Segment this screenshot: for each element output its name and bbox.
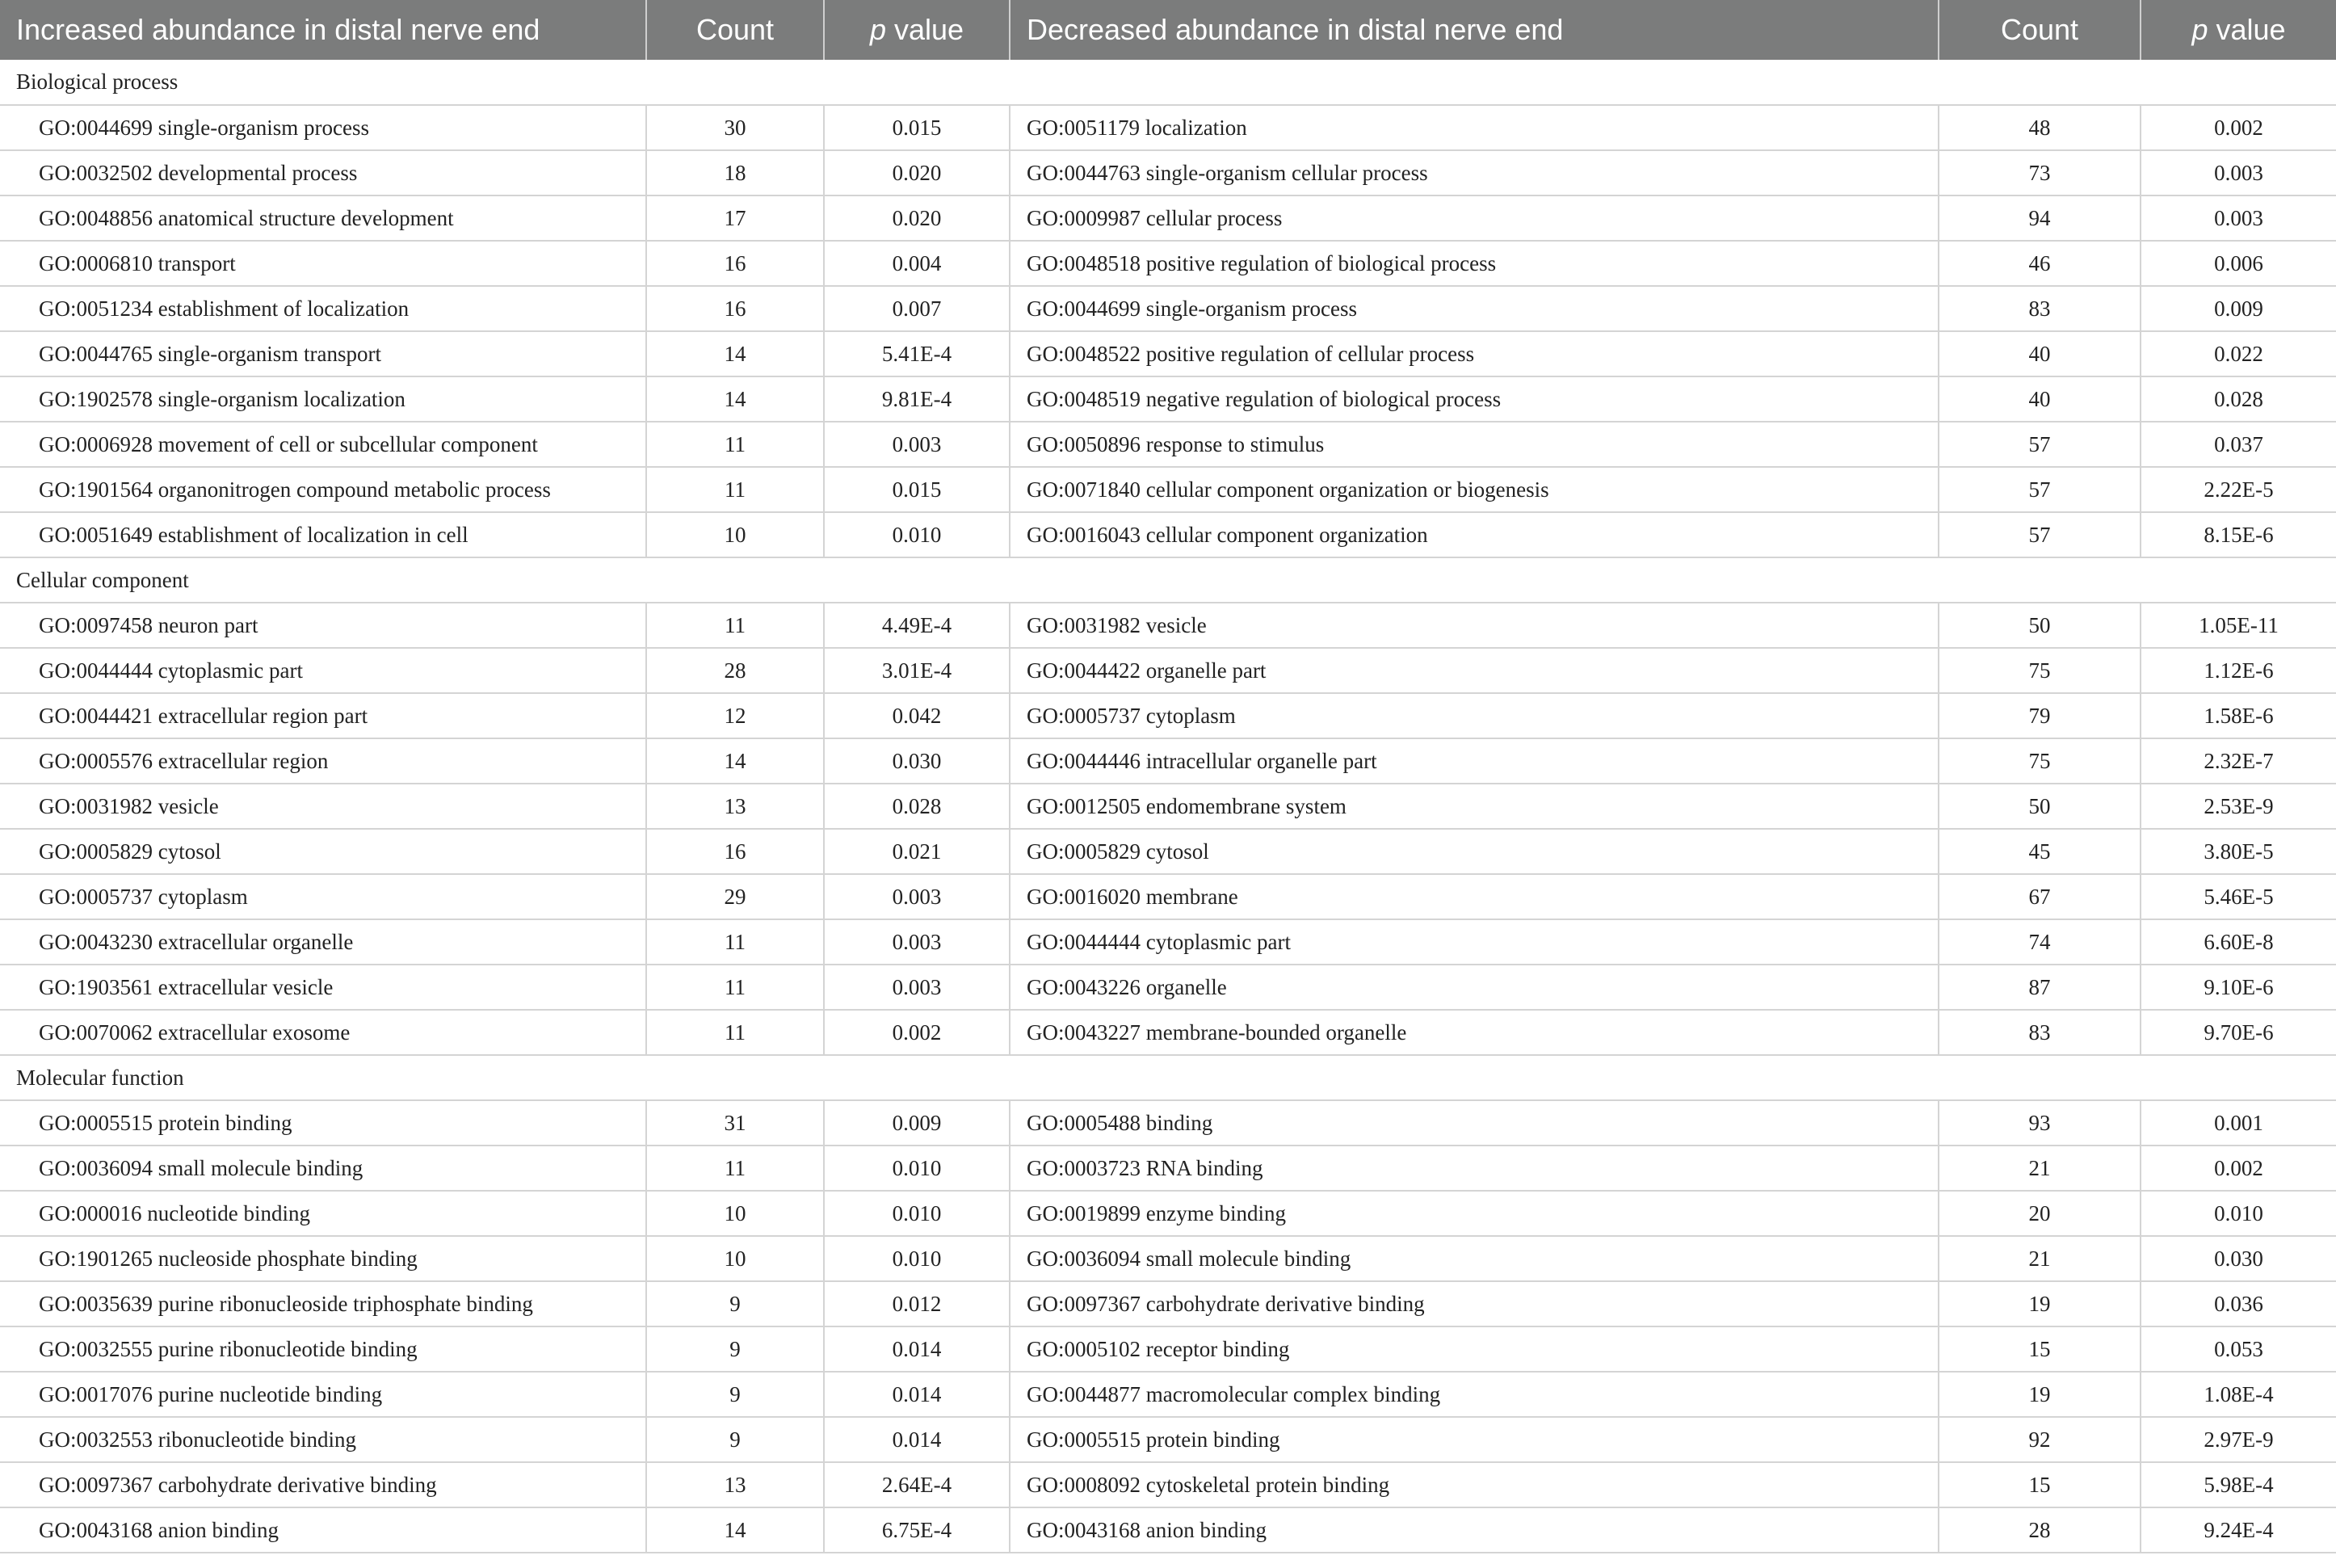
increased-pvalue: 2.64E-4 [824, 1462, 1010, 1507]
decreased-term: GO:0008092 cytoskeletal protein binding [1010, 1462, 1939, 1507]
increased-pvalue: 0.010 [824, 1146, 1010, 1191]
decreased-term: GO:0019899 enzyme binding [1010, 1191, 1939, 1236]
increased-term: GO:0005829 cytosol [0, 829, 646, 874]
increased-count: 29 [646, 874, 824, 919]
decreased-pvalue: 0.009 [2141, 286, 2336, 331]
decreased-term: GO:0043168 anion binding [1010, 1507, 1939, 1553]
header-count-decreased: Count [1939, 0, 2141, 60]
decreased-pvalue: 2.97E-9 [2141, 1417, 2336, 1462]
decreased-pvalue: 6.60E-8 [2141, 919, 2336, 965]
decreased-term: GO:0044444 cytoplasmic part [1010, 919, 1939, 965]
decreased-term: GO:0012505 endomembrane system [1010, 784, 1939, 829]
decreased-pvalue: 3.80E-5 [2141, 829, 2336, 874]
table-row [0, 1462, 2336, 1507]
header-increased: Increased abundance in distal nerve end [0, 0, 646, 60]
increased-pvalue: 0.007 [824, 286, 1010, 331]
section-title: Biological process [0, 60, 2336, 105]
increased-count: 13 [646, 784, 824, 829]
decreased-pvalue: 5.46E-5 [2141, 874, 2336, 919]
increased-term: GO:1901564 organonitrogen compound metabolic process [0, 467, 646, 512]
p-letter: p [2191, 13, 2208, 46]
decreased-count: 19 [1939, 1372, 2141, 1417]
increased-term: GO:0017076 purine nucleotide binding [0, 1372, 646, 1417]
table-row [0, 784, 2336, 829]
decreased-count: 48 [1939, 105, 2141, 150]
decreased-term: GO:0031982 vesicle [1010, 603, 1939, 648]
table-row [0, 512, 2336, 557]
increased-term: GO:0005576 extracellular region [0, 738, 646, 784]
increased-term: GO:1903561 extracellular vesicle [0, 965, 646, 1010]
increased-count: 9 [646, 1372, 824, 1417]
decreased-count: 20 [1939, 1191, 2141, 1236]
decreased-count: 21 [1939, 1146, 2141, 1191]
table-row [0, 919, 2336, 965]
decreased-count: 73 [1939, 150, 2141, 195]
increased-pvalue: 0.003 [824, 919, 1010, 965]
increased-term: GO:0051234 establishment of localization [0, 286, 646, 331]
decreased-pvalue: 8.15E-6 [2141, 512, 2336, 557]
section-title: Molecular function [0, 1055, 2336, 1100]
decreased-count: 21 [1939, 1236, 2141, 1281]
decreased-term: GO:0016020 membrane [1010, 874, 1939, 919]
decreased-count: 67 [1939, 874, 2141, 919]
decreased-count: 50 [1939, 784, 2141, 829]
decreased-pvalue: 1.05E-11 [2141, 603, 2336, 648]
table-row [0, 1326, 2336, 1372]
decreased-pvalue: 5.98E-4 [2141, 1462, 2336, 1507]
section-row [0, 1055, 2336, 1100]
increased-count: 10 [646, 1236, 824, 1281]
increased-term: GO:0043168 anion binding [0, 1507, 646, 1553]
increased-count: 18 [646, 150, 824, 195]
table-row [0, 422, 2336, 467]
increased-pvalue: 0.020 [824, 195, 1010, 241]
decreased-term: GO:0044422 organelle part [1010, 648, 1939, 693]
increased-pvalue: 5.41E-4 [824, 331, 1010, 376]
decreased-pvalue: 0.037 [2141, 422, 2336, 467]
decreased-pvalue: 1.08E-4 [2141, 1372, 2336, 1417]
decreased-pvalue: 0.006 [2141, 241, 2336, 286]
decreased-pvalue: 9.10E-6 [2141, 965, 2336, 1010]
decreased-pvalue: 0.028 [2141, 376, 2336, 422]
decreased-pvalue: 0.053 [2141, 1326, 2336, 1372]
increased-count: 14 [646, 738, 824, 784]
decreased-term: GO:0016043 cellular component organization [1010, 512, 1939, 557]
decreased-count: 45 [1939, 829, 2141, 874]
value-label: value [885, 13, 964, 46]
increased-term: GO:1902578 single-organism localization [0, 376, 646, 422]
increased-count: 9 [646, 1281, 824, 1326]
increased-term: GO:0044765 single-organism transport [0, 331, 646, 376]
increased-pvalue: 3.01E-4 [824, 648, 1010, 693]
header-count-increased: Count [646, 0, 824, 60]
increased-term: GO:0006928 movement of cell or subcellular component [0, 422, 646, 467]
decreased-term: GO:0036094 small molecule binding [1010, 1236, 1939, 1281]
header-pvalue-increased [824, 0, 1010, 60]
decreased-pvalue: 0.002 [2141, 105, 2336, 150]
increased-count: 14 [646, 331, 824, 376]
increased-term: GO:0005737 cytoplasm [0, 874, 646, 919]
increased-pvalue: 0.009 [824, 1100, 1010, 1146]
decreased-count: 46 [1939, 241, 2141, 286]
decreased-count: 79 [1939, 693, 2141, 738]
decreased-count: 83 [1939, 1010, 2141, 1055]
increased-count: 10 [646, 1191, 824, 1236]
increased-pvalue: 0.014 [824, 1372, 1010, 1417]
increased-pvalue: 0.014 [824, 1326, 1010, 1372]
increased-term: GO:0044444 cytoplasmic part [0, 648, 646, 693]
table-row [0, 1281, 2336, 1326]
increased-term: GO:0044421 extracellular region part [0, 693, 646, 738]
increased-count: 11 [646, 965, 824, 1010]
decreased-term: GO:0043226 organelle [1010, 965, 1939, 1010]
decreased-term: GO:0048518 positive regulation of biological process [1010, 241, 1939, 286]
increased-pvalue: 0.003 [824, 422, 1010, 467]
increased-count: 9 [646, 1326, 824, 1372]
decreased-pvalue: 2.22E-5 [2141, 467, 2336, 512]
increased-term: GO:0032555 purine ribonucleotide binding [0, 1326, 646, 1372]
header-pvalue-decreased [2141, 0, 2336, 60]
table-row [0, 648, 2336, 693]
increased-pvalue: 9.81E-4 [824, 376, 1010, 422]
decreased-term: GO:0071840 cellular component organization or biogenesis [1010, 467, 1939, 512]
increased-term: GO:0043230 extracellular organelle [0, 919, 646, 965]
decreased-pvalue: 0.003 [2141, 150, 2336, 195]
decreased-pvalue: 0.022 [2141, 331, 2336, 376]
section-row [0, 557, 2336, 603]
increased-count: 14 [646, 1507, 824, 1553]
increased-pvalue: 0.020 [824, 150, 1010, 195]
decreased-pvalue: 0.030 [2141, 1236, 2336, 1281]
decreased-term: GO:0043227 membrane-bounded organelle [1010, 1010, 1939, 1055]
table-row [0, 693, 2336, 738]
decreased-pvalue: 9.70E-6 [2141, 1010, 2336, 1055]
increased-term: GO:0031982 vesicle [0, 784, 646, 829]
increased-pvalue: 0.015 [824, 467, 1010, 512]
increased-count: 30 [646, 105, 824, 150]
section-row [0, 60, 2336, 105]
decreased-count: 74 [1939, 919, 2141, 965]
increased-term: GO:1901265 nucleoside phosphate binding [0, 1236, 646, 1281]
decreased-count: 15 [1939, 1326, 2141, 1372]
decreased-pvalue: 0.036 [2141, 1281, 2336, 1326]
decreased-pvalue: 2.32E-7 [2141, 738, 2336, 784]
increased-count: 11 [646, 1146, 824, 1191]
increased-pvalue: 0.002 [824, 1010, 1010, 1055]
table-row [0, 603, 2336, 648]
table-row [0, 829, 2336, 874]
decreased-term: GO:0044877 macromolecular complex binding [1010, 1372, 1939, 1417]
table-row [0, 965, 2336, 1010]
table-body [0, 60, 2336, 1553]
table-row [0, 105, 2336, 150]
table-row [0, 150, 2336, 195]
increased-term: GO:0032502 developmental process [0, 150, 646, 195]
increased-pvalue: 0.010 [824, 512, 1010, 557]
decreased-term: GO:0044446 intracellular organelle part [1010, 738, 1939, 784]
increased-pvalue: 6.75E-4 [824, 1507, 1010, 1553]
table-row [0, 1372, 2336, 1417]
decreased-term: GO:0051179 localization [1010, 105, 1939, 150]
decreased-term: GO:0097367 carbohydrate derivative binding [1010, 1281, 1939, 1326]
decreased-count: 40 [1939, 376, 2141, 422]
decreased-count: 40 [1939, 331, 2141, 376]
increased-count: 17 [646, 195, 824, 241]
increased-count: 11 [646, 919, 824, 965]
table-row [0, 874, 2336, 919]
increased-count: 16 [646, 241, 824, 286]
decreased-pvalue: 0.002 [2141, 1146, 2336, 1191]
decreased-count: 94 [1939, 195, 2141, 241]
value-label: value [2208, 13, 2286, 46]
increased-pvalue: 0.021 [824, 829, 1010, 874]
increased-term: GO:0006810 transport [0, 241, 646, 286]
increased-term: GO:0048856 anatomical structure development [0, 195, 646, 241]
decreased-count: 57 [1939, 467, 2141, 512]
increased-pvalue: 0.028 [824, 784, 1010, 829]
decreased-count: 75 [1939, 738, 2141, 784]
decreased-count: 28 [1939, 1507, 2141, 1553]
increased-count: 9 [646, 1417, 824, 1462]
increased-count: 11 [646, 422, 824, 467]
increased-term: GO:0035639 purine ribonucleoside triphosphate binding [0, 1281, 646, 1326]
decreased-term: GO:0044763 single-organism cellular process [1010, 150, 1939, 195]
increased-count: 13 [646, 1462, 824, 1507]
decreased-term: GO:0044699 single-organism process [1010, 286, 1939, 331]
table-row [0, 1146, 2336, 1191]
increased-count: 31 [646, 1100, 824, 1146]
p-letter: p [869, 13, 886, 46]
table-row [0, 1010, 2336, 1055]
decreased-term: GO:0005102 receptor binding [1010, 1326, 1939, 1372]
table-row [0, 1236, 2336, 1281]
increased-pvalue: 0.030 [824, 738, 1010, 784]
table-row [0, 376, 2336, 422]
decreased-term: GO:0050896 response to stimulus [1010, 422, 1939, 467]
increased-pvalue: 0.004 [824, 241, 1010, 286]
decreased-pvalue: 9.24E-4 [2141, 1507, 2336, 1553]
header-row [0, 0, 2336, 60]
increased-count: 16 [646, 829, 824, 874]
decreased-term: GO:0005737 cytoplasm [1010, 693, 1939, 738]
decreased-term: GO:0005488 binding [1010, 1100, 1939, 1146]
increased-count: 14 [646, 376, 824, 422]
decreased-count: 57 [1939, 512, 2141, 557]
table-row [0, 331, 2336, 376]
decreased-count: 83 [1939, 286, 2141, 331]
decreased-count: 75 [1939, 648, 2141, 693]
increased-count: 11 [646, 1010, 824, 1055]
table-row [0, 738, 2336, 784]
increased-term: GO:0032553 ribonucleotide binding [0, 1417, 646, 1462]
decreased-pvalue: 2.53E-9 [2141, 784, 2336, 829]
header-decreased: Decreased abundance in distal nerve end [1010, 0, 1939, 60]
section-title: Cellular component [0, 557, 2336, 603]
decreased-term: GO:0048519 negative regulation of biological process [1010, 376, 1939, 422]
decreased-pvalue: 1.58E-6 [2141, 693, 2336, 738]
table-row [0, 286, 2336, 331]
decreased-count: 93 [1939, 1100, 2141, 1146]
decreased-term: GO:0005515 protein binding [1010, 1417, 1939, 1462]
increased-pvalue: 0.003 [824, 965, 1010, 1010]
table-row [0, 467, 2336, 512]
increased-pvalue: 0.012 [824, 1281, 1010, 1326]
decreased-pvalue: 0.010 [2141, 1191, 2336, 1236]
increased-term: GO:0036094 small molecule binding [0, 1146, 646, 1191]
decreased-term: GO:0005829 cytosol [1010, 829, 1939, 874]
increased-count: 28 [646, 648, 824, 693]
increased-term: GO:0097458 neuron part [0, 603, 646, 648]
increased-pvalue: 0.010 [824, 1191, 1010, 1236]
increased-count: 11 [646, 603, 824, 648]
increased-term: GO:000016 nucleotide binding [0, 1191, 646, 1236]
increased-count: 10 [646, 512, 824, 557]
table-row [0, 195, 2336, 241]
increased-pvalue: 0.042 [824, 693, 1010, 738]
increased-term: GO:0097367 carbohydrate derivative binding [0, 1462, 646, 1507]
decreased-count: 87 [1939, 965, 2141, 1010]
increased-pvalue: 0.010 [824, 1236, 1010, 1281]
decreased-pvalue: 0.001 [2141, 1100, 2336, 1146]
table-row [0, 1100, 2336, 1146]
increased-count: 12 [646, 693, 824, 738]
decreased-term: GO:0003723 RNA binding [1010, 1146, 1939, 1191]
increased-pvalue: 0.015 [824, 105, 1010, 150]
decreased-count: 92 [1939, 1417, 2141, 1462]
decreased-count: 19 [1939, 1281, 2141, 1326]
increased-pvalue: 4.49E-4 [824, 603, 1010, 648]
table-row [0, 1417, 2336, 1462]
decreased-term: GO:0048522 positive regulation of cellular process [1010, 331, 1939, 376]
increased-term: GO:0044699 single-organism process [0, 105, 646, 150]
decreased-pvalue: 1.12E-6 [2141, 648, 2336, 693]
increased-term: GO:0051649 establishment of localization in cell [0, 512, 646, 557]
increased-pvalue: 0.003 [824, 874, 1010, 919]
table-row [0, 241, 2336, 286]
table-row [0, 1507, 2336, 1553]
decreased-count: 50 [1939, 603, 2141, 648]
increased-pvalue: 0.014 [824, 1417, 1010, 1462]
increased-term: GO:0070062 extracellular exosome [0, 1010, 646, 1055]
decreased-pvalue: 0.003 [2141, 195, 2336, 241]
decreased-count: 57 [1939, 422, 2141, 467]
decreased-count: 15 [1939, 1462, 2141, 1507]
increased-term: GO:0005515 protein binding [0, 1100, 646, 1146]
increased-count: 11 [646, 467, 824, 512]
increased-count: 16 [646, 286, 824, 331]
decreased-term: GO:0009987 cellular process [1010, 195, 1939, 241]
table-row [0, 1191, 2336, 1236]
